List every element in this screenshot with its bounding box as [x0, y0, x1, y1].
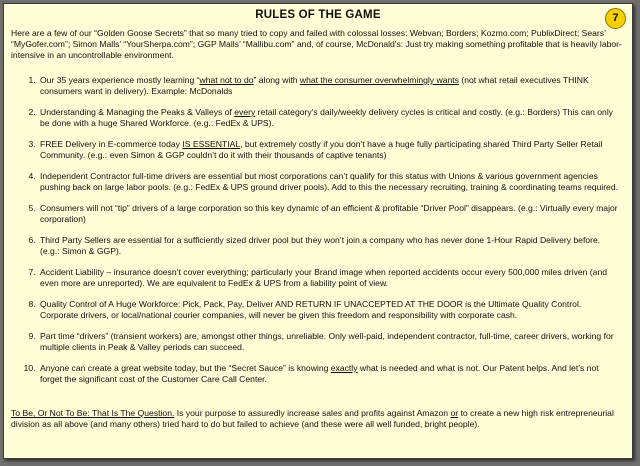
- page-number-badge: 7: [605, 8, 626, 29]
- slide: [3, 3, 633, 459]
- rules-list: [11, 75, 618, 385]
- closing-lead: To Be, Or Not To Be: That Is The Question.: [11, 408, 175, 418]
- rule-item: 7. Accident Liability – insurance doesn’t cover everything; particularly your Brand image when reported accidents occur every 500,000 miles driven (and even more are unreported). We are equivalent to FedEx & UPS from a liability point of view.: [38, 267, 618, 289]
- underlined-text: every: [234, 107, 256, 117]
- rule-item: 8. Quality Control of A Huge Workforce: Pick, Pack, Pay, Deliver AND RETURN IF UNACCEPTED AT THE DOOR is the Ultimate Quality Control. Corporate drivers, or local/national courier companies, will never be given this freedom and responsibility with corporate cash.: [38, 299, 618, 321]
- intro-paragraph: Here are a few of our “Golden Goose Secrets” that so many tried to copy and failed with colossal losses: Webvan; Borders; Kozmo.com; PublixDirect; Sears’ “MyGofer.com”; Simon Malls’ “YourSherpa.com”; GGP Malls’ “Mallibu.com” and, of course, McDonald's: Just try making something profitable that is heavily labor-intensive in an uncontrollable environment.: [11, 28, 622, 60]
- underlined-text: IS ESSENTIAL: [182, 139, 241, 149]
- closing-paragraph: To Be, Or Not To Be: That Is The Question. Is your purpose to assuredly increase sales and profits against Amazon or to create a new high risk entrepreneurial division as all above (and many others) tried hard to do but failed to achieve (and these were all well funded, bright people).: [11, 408, 614, 429]
- rule-item: 10. Anyone can create a great website today, but the “Secret Sauce” is knowing exactly what is needed and what is not. Our Patent helps. And let’s not forget the significant cost of the Customer Care Call Center.: [38, 363, 618, 385]
- rule-item: 1. Our 35 years experience mostly learning “what not to do” along with what the consumer overwhelmingly wants (not what retail executives THINK consumers want in delivery). Example: McDonalds: [38, 75, 618, 97]
- underlined-text: what the consumer overwhelmingly wants: [299, 75, 459, 85]
- rule-item: 4. Independent Contractor full-time drivers are essential but most corporations can’t qualify for this status with Unions & various government agencies pushing back on large labor pools. (e.g.: FedEx & UPS ground driver pools). Add to this the necessary recruiting, training & coordinating teams required.: [38, 171, 618, 193]
- rule-item: 5. Consumers will not “tip” drivers of a large corporation so this key dynamic of an efficient & profitable “Driver Pool” disappears. (e.g.: Virtually every major corporation): [38, 203, 618, 225]
- underlined-text: what not to do: [199, 75, 254, 85]
- rule-item: 2. Understanding & Managing the Peaks & Valleys of every retail category’s daily/weekly delivery cycles is critical and costly. (e.g.: Borders) This can only be done with a huge Shared Workforce. (e.g.: FedEx & UPS).: [38, 107, 618, 129]
- rule-item: 6. Third Party Sellers are essential for a sufficiently sized driver pool but they won’t join a company who has never done 1-Hour Rapid Delivery before. (e.g.: Simon & GGP).: [38, 235, 618, 257]
- underlined-text: or: [450, 408, 459, 418]
- rule-item: 9. Part time “drivers” (transient workers) are, amongst other things, unreliable. Only well-paid, independent contractor, full-time, career drivers, working for multiple clients in Peak & Valley periods can succeed.: [38, 331, 618, 353]
- page-title: RULES OF THE GAME: [255, 9, 381, 21]
- rule-item: 3. FREE Delivery in E-commerce today IS ESSENTIAL, but extremely costly if you don’t have a huge fully participating shared Third Party Seller Retail Community. (e.g.: even Simon & GGP couldn’t do it with their thousands of captive tenants): [38, 139, 618, 161]
- underlined-text: exactly: [330, 363, 358, 373]
